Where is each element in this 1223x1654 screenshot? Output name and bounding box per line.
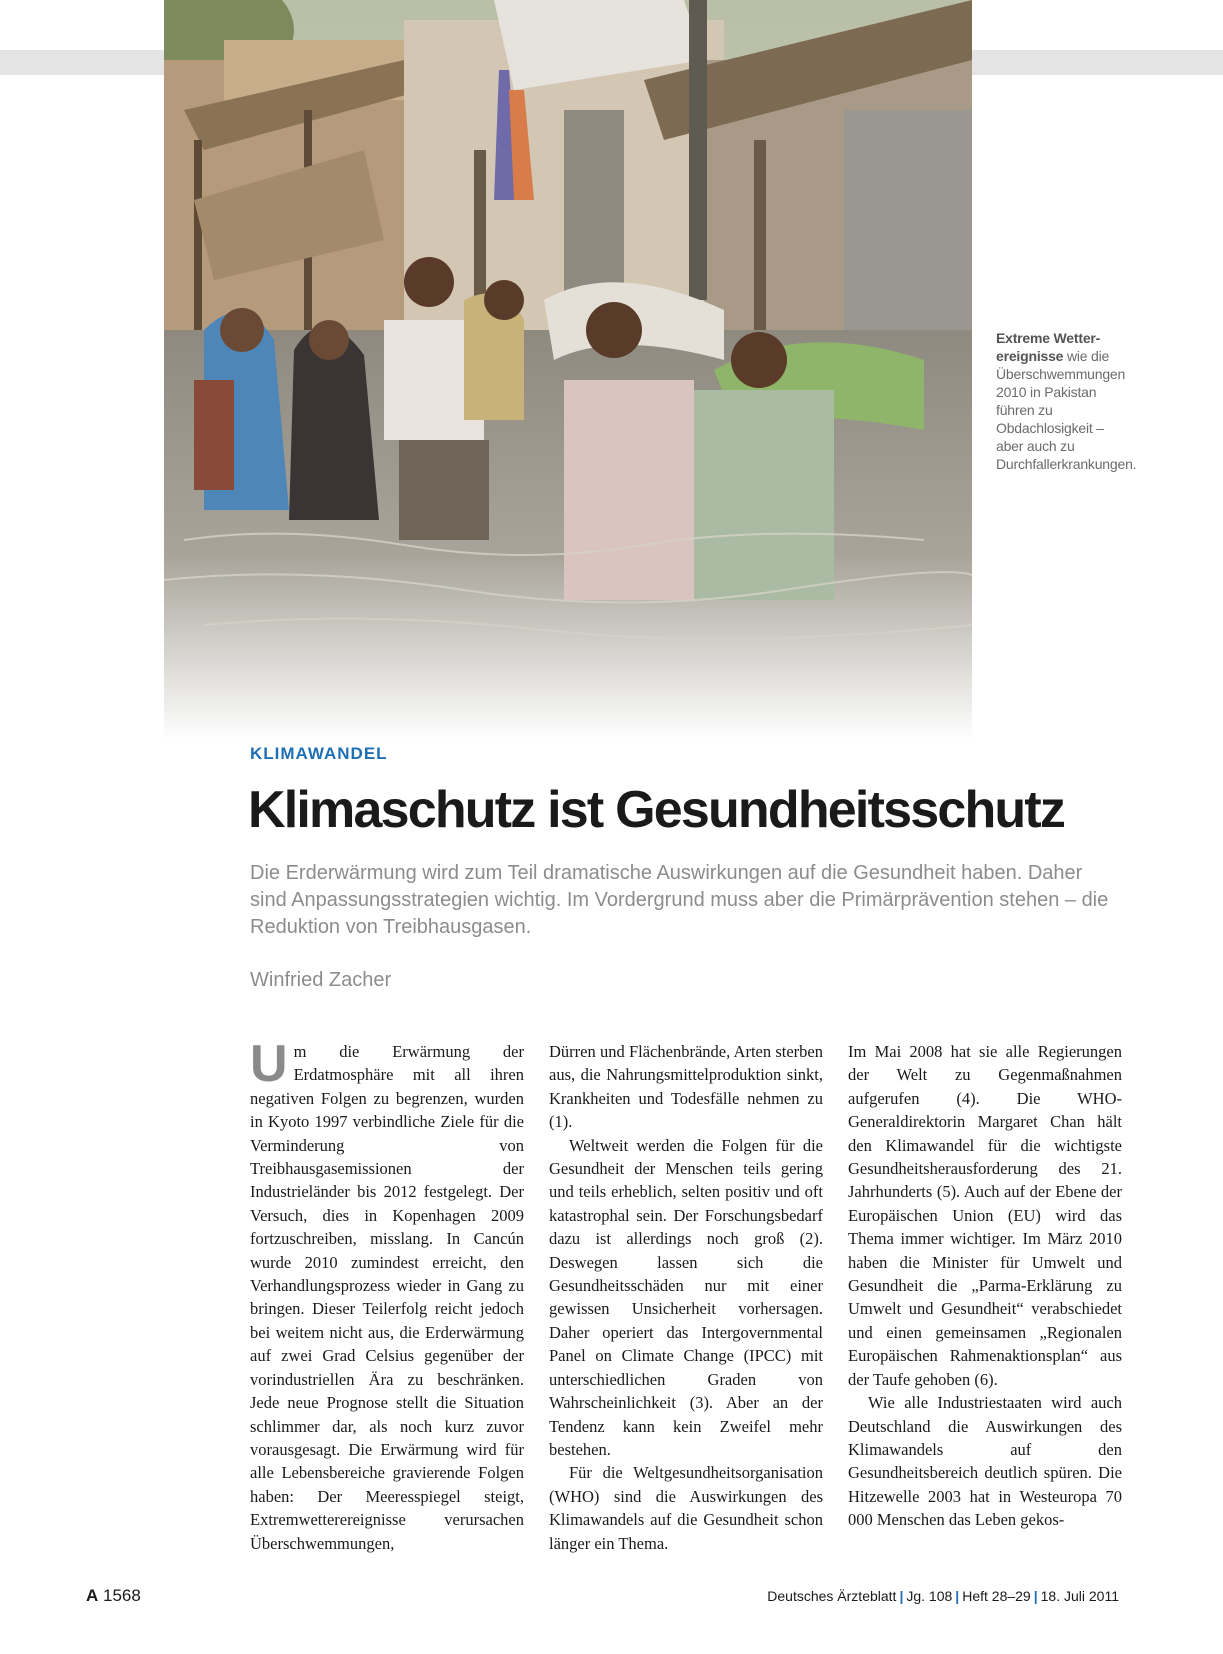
paragraph: Wie alle Industriestaaten wird auch Deutschland die Auswirkungen des Klimawandels auf den Gesundheitsbereich deutlich spüren. Die Hitzewelle 2003 hat in Westeuropa 70 000 Menschen das Leben gekos- (848, 1393, 1122, 1530)
paragraph: Im Mai 2008 hat sie alle Regierungen der Welt zu Gegenmaßnahmen aufgerufen (4). Die WHO-Generaldirektorin Margaret Chan hält den Klimawandel für die wichtigste Gesundheitsherausforderung des 21. Jahrhunderts (5). Auch auf der Ebene der Europäischen Union (EU) wird das Thema immer wichtiger. Im März 2010 haben die Minister für Umwelt und Gesundheit die „Parma-Erklärung zu Umwelt und Gesundheit“ verabschiedet und einen gemeinsamen „Regionalen Europäischen Rahmenaktionsplan“ aus der Taufe gehoben (6). (848, 1042, 1122, 1389)
paragraph: m die Erwärmung der Erdatmosphäre mit all ihren negativen Folgen zu begrenzen, wurden in Kyoto 1997 verbindliche Ziele für die Verminderung von Treibhausgasemissionen der Industrieländer bis 2012 festgelegt. Der Versuch, dies in Kopenhagen 2009 fortzuschreiben, misslang. In Cancún wurde 2010 zumindest erreicht, den Verhandlungsprozess wieder in Gang zu bringen. Dieser Teilerfolg reicht jedoch bei weitem nicht aus, die Erderwärmung auf zwei Grad Celsius gegenüber der vorindustriellen Ära zu beschränken. Jede neue Prognose stellt die Situation schlimmer dar, als noch kurz zuvor vorausgesagt. Die Erwärmung wird für alle Lebensbereiche gravierende Folgen haben: Der Meeresspiegel steigt, Extremwetterereignisse verursachen Überschwemmungen, (250, 1042, 524, 1553)
photo-caption (996, 329, 1137, 473)
body-column-1 (250, 1035, 524, 1555)
page-letter: A (86, 1586, 99, 1605)
paragraph: Für die Weltgesundheitsorganisation (WHO) sind die Auswirkungen des Klimawandels auf die Gesundheit schon länger ein Thema. (549, 1463, 823, 1553)
separator: | (955, 1588, 960, 1604)
body-column-2 (549, 1040, 823, 1555)
journal-issue: Heft 28–29 (962, 1588, 1031, 1604)
article-title: Klimaschutz ist Gesundheitsschutz (248, 781, 1065, 839)
article-author: Winfried Zacher (250, 969, 392, 991)
paragraph: Dürren und Flächenbrände, Arten sterben aus, die Nahrungsmittelproduktion sinkt, Krankheiten und Todesfälle nehmen zu (1). (549, 1042, 823, 1132)
journal-name: Deutsches Ärzteblatt (767, 1588, 897, 1604)
caption-bold: Extreme Wetterereignisse (996, 330, 1101, 364)
separator: | (899, 1588, 904, 1604)
drop-cap: U (250, 1035, 288, 1093)
journal-volume: Jg. 108 (906, 1588, 953, 1604)
page-number (86, 1586, 141, 1606)
section-kicker: KLIMAWANDEL (250, 744, 388, 763)
page-number-value: 1568 (103, 1586, 141, 1605)
flood-photo (164, 0, 972, 740)
paragraph: Weltweit werden die Folgen für die Gesundheit der Menschen teils gering und teils erheblich, selten positiv und oft katastrophal sein. Der Forschungsbedarf dazu ist allerdings noch groß (2). Deswegen lassen sich die Gesundheitsschäden nur mit einer gewissen Unsicherheit vorhersagen. Daher operiert das Intergovernmental Panel on Climate Change (IPCC) mit unterschiedlichen Graden von Wahrscheinlichkeit (3). Aber an der Tendenz kann kein Zweifel mehr bestehen. (549, 1135, 823, 1459)
footer-citation (767, 1588, 1119, 1604)
body-column-3 (848, 1040, 1122, 1532)
separator: | (1033, 1588, 1038, 1604)
caption-text: wie die Überschwemmungen 2010 in Pakistan führen zu Obdachlosigkeit – aber auch zu Durchfallerkrankungen. (996, 348, 1137, 472)
journal-date: 18. Juli 2011 (1040, 1588, 1119, 1604)
article-lead: Die Erderwärmung wird zum Teil dramatische Auswirkungen auf die Gesundheit haben. Daher sind Anpassungsstrategien wichtig. Im Vordergrund muss aber die Primärprävention stehen – die Reduktion von Treibhausgasen. (250, 862, 1109, 938)
